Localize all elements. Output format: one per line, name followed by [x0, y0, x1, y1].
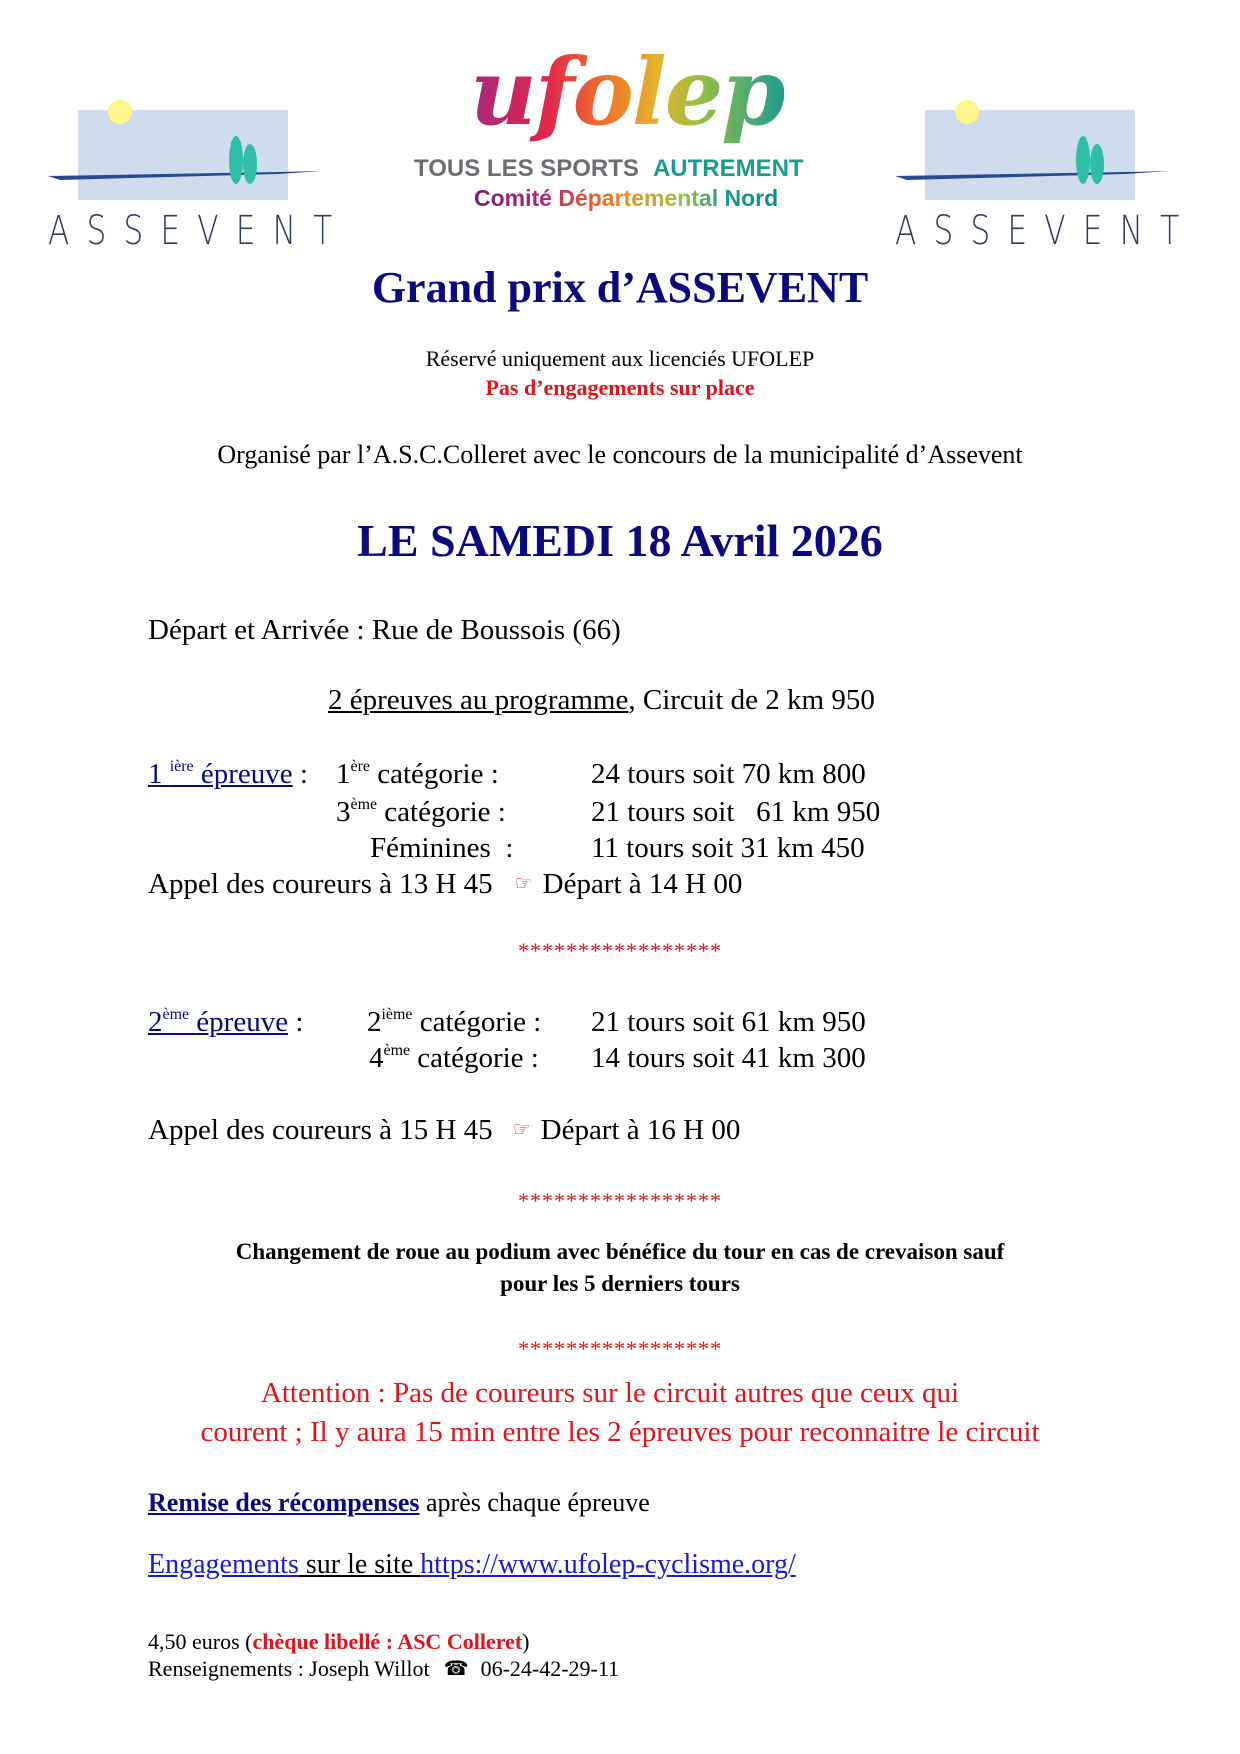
contact-name: Renseignements : Joseph Willot — [148, 1656, 430, 1681]
organiser-line: Organisé par l’A.S.C.Colleret avec le concours de la municipalité d’Assevent — [217, 440, 1023, 469]
contact-line — [148, 1656, 619, 1682]
contact-phone: 06-24-42-29-11 — [480, 1656, 620, 1681]
ufolep-tagline-left: TOUS LES SPORTS — [414, 155, 639, 182]
race2-schedule — [148, 1114, 740, 1147]
race2-start-time: Départ à 16 H 00 — [540, 1114, 741, 1146]
race1-cat-1: 1ère catégorie : — [336, 758, 499, 790]
reserved-note: Réservé uniquement aux licenciés UFOLEP — [425, 346, 815, 371]
awards-rest: après chaque épreuve — [419, 1488, 650, 1517]
program-line — [328, 684, 875, 717]
race1-schedule — [148, 868, 742, 901]
race1-laps-3: 11 tours soit 31 km 450 — [591, 832, 865, 864]
ufolep-wordmark: ufolep — [470, 38, 784, 146]
program-count: 2 épreuves au programme — [328, 684, 629, 716]
assevent-wordmark: ASSEVENT — [48, 208, 350, 254]
race1-call-time: Appel des coureurs à 13 H 45 — [148, 868, 493, 900]
assevent-emblem — [48, 98, 338, 208]
circuit-length: , Circuit de 2 km 950 — [628, 684, 875, 716]
assevent-emblem — [895, 98, 1185, 208]
race2-label-link: 2ème épreuve — [148, 1006, 289, 1038]
race1-cat-3: Féminines : — [370, 832, 514, 864]
race1-label-link: 1 $^{ière}$ épreuve — [148, 758, 293, 790]
ufolep-subtitle: Comité Départemental Nord — [474, 185, 779, 211]
telephone-icon: ☎ — [443, 1656, 469, 1680]
race1-start-time: Départ à 14 H 00 — [542, 868, 743, 900]
fee-amount: 4,50 euros ( — [148, 1629, 253, 1654]
race2-laps-1: 21 tours soit 61 km 950 — [591, 1006, 866, 1038]
race1-cat-2: 3ème catégorie : — [336, 796, 506, 828]
no-entries-note: Pas d’engagements sur place — [485, 375, 755, 400]
assevent-logo-left — [48, 98, 350, 268]
awards-line — [148, 1488, 650, 1518]
attention-line1: Attention : Pas de coureurs sur le circuit autres que ceux qui — [260, 1377, 960, 1409]
wheel-change-rule — [0, 1236, 1240, 1300]
race2-call-time: Appel des coureurs à 15 H 45 — [148, 1114, 493, 1146]
race2-laps-2: 14 tours soit 41 km 300 — [591, 1042, 866, 1074]
start-location: Départ et Arrivée : Rue de Boussois (66) — [148, 614, 621, 646]
pointing-hand-icon: ☞ — [512, 1117, 531, 1141]
event-date: LE SAMEDI 18 Avril 2026 — [357, 515, 883, 566]
race2-cat-2: 4ème catégorie : — [369, 1042, 539, 1074]
wheel-change-rule-line1: Changement de roue au podium avec bénéfice du tour en cas de crevaison sauf — [235, 1239, 1005, 1264]
separator: ***************** — [518, 1336, 722, 1361]
fee-line: 4,50 euros (chèque libellé : ASC Colleret) — [148, 1629, 530, 1654]
ufolep-tagline — [414, 155, 804, 183]
attention-line2: courent ; Il y aura 15 min entre les 2 épreuves pour reconnaitre le circuit — [200, 1416, 1040, 1448]
separator: ***************** — [518, 938, 722, 963]
race1-label: 1 $^{ière}$ épreuve : — [148, 758, 308, 790]
assevent-logo-right — [895, 98, 1197, 268]
separator: ***************** — [518, 1188, 722, 1213]
registration-url-link[interactable]: https://www.ufolep-cyclisme.org/ — [420, 1549, 796, 1580]
ufolep-tagline-right: AUTREMENT — [652, 155, 804, 182]
race2-cat-1: 2ième catégorie : — [367, 1006, 542, 1038]
race1-laps-1: 24 tours soit 70 km 800 — [591, 758, 866, 790]
assevent-wordmark: ASSEVENT — [895, 208, 1197, 254]
registration-text: sur le site — [298, 1549, 421, 1580]
wheel-change-rule-line2: pour les 5 derniers tours — [500, 1271, 740, 1296]
registration-line — [148, 1549, 796, 1581]
ufolep-logo — [410, 38, 860, 222]
race1-laps-2: 21 tours soit 61 km 950 — [591, 796, 881, 828]
attention-note — [0, 1374, 1230, 1452]
registration-label: Engagements — [148, 1549, 299, 1580]
pointing-hand-icon: ☞ — [514, 871, 533, 895]
cheque-payee: chèque libellé : ASC Colleret — [252, 1629, 523, 1654]
race2-label: 2ème épreuve : — [148, 1006, 304, 1038]
page-title: Grand prix d’ASSEVENT — [371, 263, 869, 312]
awards-label: Remise des récompenses — [148, 1488, 420, 1517]
